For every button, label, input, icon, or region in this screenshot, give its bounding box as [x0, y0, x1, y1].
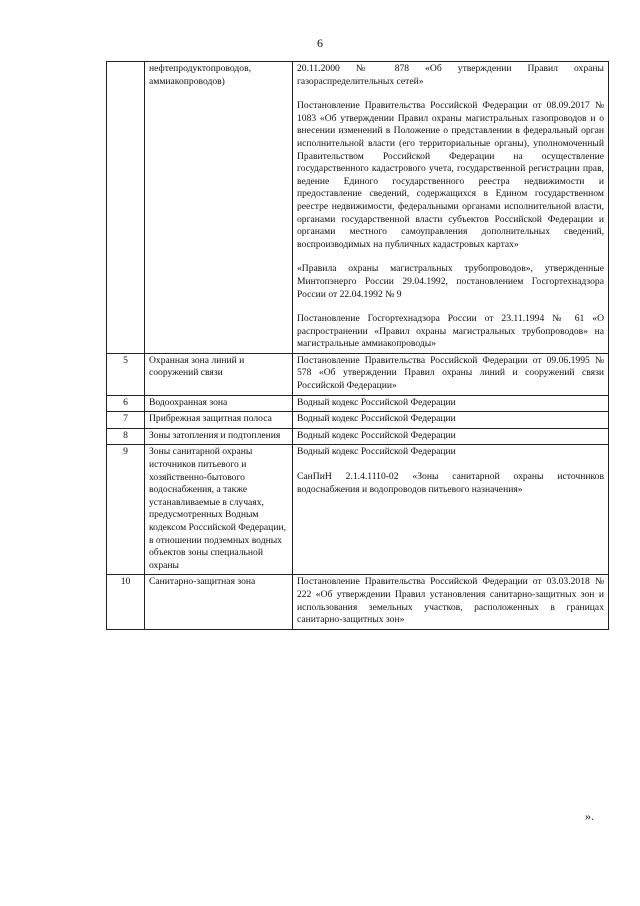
table-row: [107, 445, 609, 575]
legal-references: [293, 353, 609, 395]
table-row: [107, 62, 609, 354]
zone-name: Прибрежная защитная полоса: [145, 412, 293, 429]
legal-reference: Постановление Правительства Российской Федерации от 03.03.2018 № 222 «Об утверждении Правил установления санитарно-защитных зон и использования земельных участков, расположенных в границах санитарно-защитных зон»: [297, 576, 604, 626]
closing-mark: ».: [585, 809, 594, 823]
legal-reference: Постановление Госгортехнадзора России от 23.11.1994 № 61 «О распространении «Правил охраны магистральных трубопроводов» на магистральные аммиакопроводы»: [297, 313, 604, 350]
legal-reference: Водный кодекс Российской Федерации: [297, 413, 456, 425]
table-row: [107, 353, 609, 395]
row-number: 5: [107, 353, 145, 395]
legal-reference: СанПиН 2.1.4.1110-02 «Зоны санитарной охраны источников водоснабжения и водопроводов питьевого назначения»: [297, 471, 604, 495]
protection-zones-table: [106, 61, 609, 630]
legal-references: [293, 412, 609, 429]
row-number: [107, 62, 145, 354]
row-number: 6: [107, 395, 145, 412]
legal-references: [293, 575, 609, 629]
legal-reference: 20.11.2000 № 878 «Об утверждении Правил охраны газораспределительных сетей»: [297, 63, 604, 87]
legal-references: [293, 395, 609, 412]
row-number: 8: [107, 428, 145, 445]
zone-name: Зоны затопления и подтопления: [145, 428, 293, 445]
legal-reference: «Правила охраны магистральных трубопроводов», утвержденные Минтопэнерго России 29.04.1992, постановлением Госгортехнадзора России от 22.04.1992 № 9: [297, 263, 604, 300]
legal-references: [293, 445, 609, 575]
row-number: 9: [107, 445, 145, 575]
zone-name: Охранная зона линий и сооружений связи: [145, 353, 293, 395]
legal-references: [293, 62, 609, 354]
table-row: [107, 428, 609, 445]
legal-reference: Постановление Правительства Российской Федерации от 08.09.2017 № 1083 «Об утверждении Правил охраны магистральных газопроводов и о внесении изменений в Положение о представлении в федеральный орган исполнительной власти (его территориальные органы), уполномоченный Правительством Российской Федерации на осуществление государственного кадастрового учета, государственной регистрации прав, ведение Единого государственного реестра недвижимости и предоставление сведений, содержащихся в Едином государственном реестре недвижимости, федеральными органами исполнительной власти, органами государственной власти субъектов Российской Федерации и органами местного самоуправления дополнительных сведений, воспроизводимых на публичных кадастровых картах»: [297, 100, 604, 250]
row-number: 10: [107, 575, 145, 629]
zone-name: Зоны санитарной охраны источников питьевого и хозяйственно-бытового водоснабжения, а также устанавливаемые в случаях, предусмотренных Водным кодексом Российской Федерации, в отношении подземных водных объектов зоны специальной охраны: [145, 445, 293, 575]
legal-reference: Водный кодекс Российской Федерации: [297, 396, 456, 408]
row-number: 7: [107, 412, 145, 429]
page-number: 6: [317, 36, 323, 50]
table-row: [107, 395, 609, 412]
legal-reference: Водный кодекс Российской Федерации: [297, 429, 456, 441]
legal-references: [293, 428, 609, 445]
legal-reference: Водный кодекс Российской Федерации: [297, 446, 456, 458]
table-row: [107, 412, 609, 429]
table-row: [107, 575, 609, 629]
zone-name: нефтепродуктопроводов, аммиакопроводов): [145, 62, 293, 354]
zone-name: Санитарно-защитная зона: [145, 575, 293, 629]
legal-reference: Постановление Правительства Российской Федерации от 09.06.1995 № 578 «Об утверждении Правил охраны линий и сооружений связи Российской Федерации»: [297, 354, 604, 392]
zone-name: Водоохранная зона: [145, 395, 293, 412]
